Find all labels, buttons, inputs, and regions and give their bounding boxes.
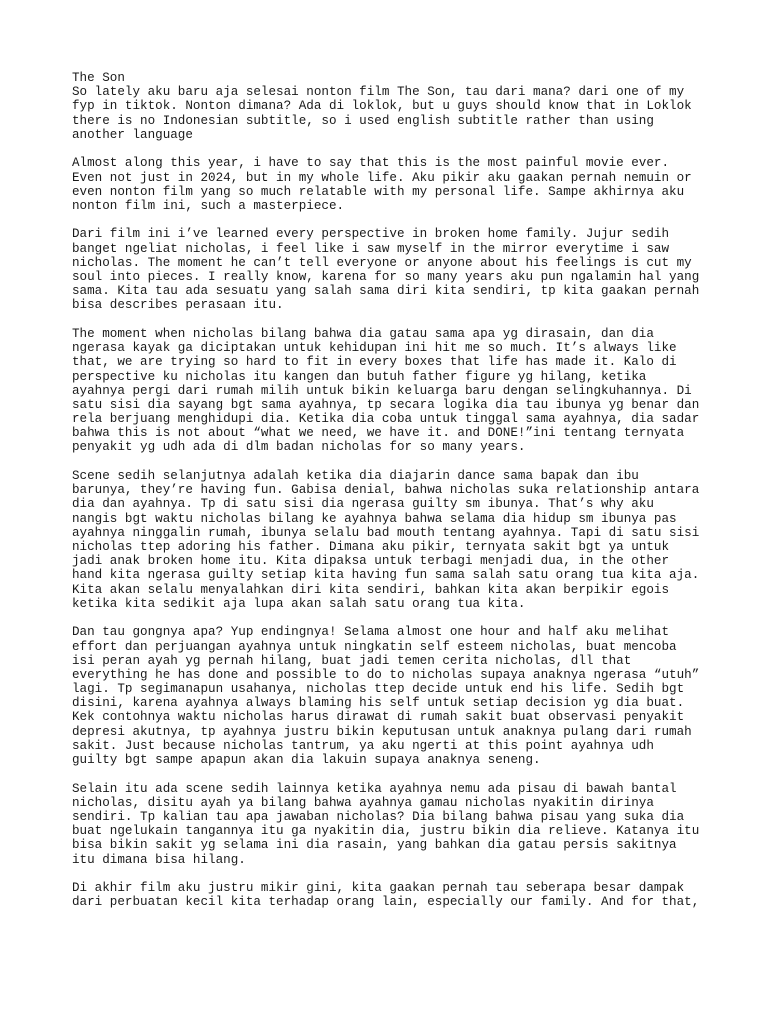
text-line: bisa bikin sakit yg selama ini dia rasain, yang bahkan dia gatau persis sakitnya [72,838,677,853]
text-line: everything he has done and possible to do to nicholas supaya anaknya ngerasa “utuh” [72,667,700,682]
text-line: rela berjuang menghidupi dia. Ketika dia coba untuk tinggal sama ayahnya, dia sadar [72,412,700,427]
text-line: even nonton film yang so much relatable with my personal life. Sampe akhirnya aku [72,184,685,199]
paragraph-ending [72,625,762,767]
text-line: ayahnya pergi dari rumah milih untuk bikin keluarga baru dengan selingkuhannya. Di [72,383,692,398]
text-line: nicholas. The moment he can’t tell everyone or anyone about his feelings is cut my [72,255,692,270]
paragraph-knife-scene [72,782,762,867]
text-line: Scene sedih selanjutnya adalah ketika dia diajarin dance sama bapak dan ibu [72,469,639,484]
text-line: nangis bgt waktu nicholas bilang ke ayahnya bahwa selama dia hidup sm ibunya pas [72,511,677,526]
text-line: disini, karena ayahnya always blaming his self untuk setiap decision yg dia buat. [72,696,685,711]
text-line: lagi. Tp segimanapun usahanya, nicholas ttep decide untuk end his life. Sedih bgt [72,682,685,697]
paragraph-intro [72,85,762,142]
text-line: Di akhir film aku justru mikir gini, kita gaakan pernah tau seberapa besar dampak [72,881,685,896]
text-line: Selain itu ada scene sedih lainnya ketika ayahnya nemu ada pisau di bawah bantal [72,781,677,796]
text-line: Kita akan selalu menyalahkan diri kita sendiri, bahkan kita akan berpikir egois [72,582,670,597]
text-line: ayahnya ninggalin rumah, ibunya selalu bad mouth tentang ayahnya. Tapi di satu sisi [72,525,700,540]
text-line: bisa describes perasaan itu. [72,298,284,313]
text-line: ngerasa kayak ga diciptakan untuk kehidupan ini hit me so much. It’s always like [72,341,677,356]
text-line: bahwa this is not about “what we need, we have it. and DONE!”ini tentang ternyata [72,426,685,441]
text-line: guilty bgt sampe apapun akan dia lakuin supaya anaknya seneng. [72,753,541,768]
text-line: barunya, they’re having fun. Gabisa denial, bahwa nicholas suka relationship antara [72,483,700,498]
paragraph-moment [72,327,762,455]
text-line: isi peran ayah yg pernah hilang, buat jadi temen cerita nicholas, dll that [72,653,632,668]
text-line: So lately aku baru aja selesai nonton film The Son, tau dari mana? dari one of my [72,85,685,100]
paragraph-dance-scene [72,469,762,611]
document-page [72,71,762,924]
text-line: that, we are trying so hard to fit in every boxes that life has made it. Kalo di [72,355,677,370]
text-line: depresi akutnya, tp ayahnya justru bikin keputusan untuk anaknya pulang dari rumah [72,724,692,739]
text-line: soul into pieces. I really know, karena for so many years aku pun ngalamin hal yang [72,270,700,285]
text-line: effort dan perjuangan ayahnya untuk ningkatin self esteem nicholas, buat mencoba [72,639,677,654]
paragraph-perspective [72,227,762,312]
text-line: sendiri. Tp kalian tau apa jawaban nicholas? Dia bilang bahwa pisau yang suka dia [72,809,685,824]
text-line: Even not just in 2024, but in my whole life. Aku pikir aku gaakan pernah nemuin or [72,170,692,185]
text-line: dia dan ayahnya. Tp di satu sisi dia ngerasa guilty sm ibunya. That’s why aku [72,497,654,512]
text-line: Dari film ini i’ve learned every perspective in broken home family. Jujur sedih [72,227,670,242]
paragraph-painful-movie [72,156,762,213]
text-line: fyp in tiktok. Nonton dimana? Ada di loklok, but u guys should know that in Loklok [72,99,692,114]
text-line: penyakit yg udh ada di dlm badan nicholas for so many years. [72,440,526,455]
text-line: The moment when nicholas bilang bahwa dia gatau sama apa yg dirasain, dan dia [72,326,654,341]
text-line: another language [72,127,193,142]
text-line: sama. Kita tau ada sesuatu yang salah sama diri kita sendiri, tp kita gaakan pernah [72,284,700,299]
text-line: nonton film ini, such a masterpiece. [72,198,345,213]
text-line: banget ngeliat nicholas, i feel like i saw myself in the mirror everytime i saw [72,241,670,256]
text-line: Dan tau gongnya apa? Yup endingnya! Selama almost one hour and half aku melihat [72,625,670,640]
text-line: buat ngelukain tangannya itu ga nyakitin dia, justru bikin dia relieve. Katanya itu [72,824,700,839]
text-line: hand kita ngerasa guilty setiap kita having fun sama salah satu orang tua kita aja. [72,568,700,583]
text-line: sakit. Just because nicholas tantrum, ya aku ngerti at this point ayahnya udh [72,738,654,753]
text-line: nicholas ttep adoring his father. Dimana aku pikir, ternyata sakit bgt ya untuk [72,540,670,554]
text-line: there is no Indonesian subtitle, so i used english subtitle rather than using [72,113,654,128]
text-line: satu sisi dia sayang bgt sama ayahnya, tp secara logika dia tau ibunya yg benar dan [72,397,700,412]
text-line: jadi anak broken home itu. Kita dipaksa untuk terbagi menjadi dua, in the other [72,554,670,569]
paragraph-conclusion [72,881,762,909]
text-line: dari perbuatan kecil kita terhadap orang lain, especially our family. And for that, [72,895,700,910]
text-line: ketika kita sedikit aja lupa akan salah satu orang tua kita. [72,596,526,611]
text-line: itu dimana bisa hilang. [72,852,246,867]
text-line: Almost along this year, i have to say that this is the most painful movie ever. [72,156,670,171]
document-title: The Son [72,71,125,85]
text-line: nicholas, disitu ayah ya bilang bahwa ayahnya gamau nicholas nyakitin dirinya [72,795,654,810]
text-line: perspective ku nicholas itu kangen dan butuh father figure yg hilang, ketika [72,369,647,384]
text-line: Kek contohnya waktu nicholas harus dirawat di rumah sakit buat observasi penyakit [72,710,685,725]
